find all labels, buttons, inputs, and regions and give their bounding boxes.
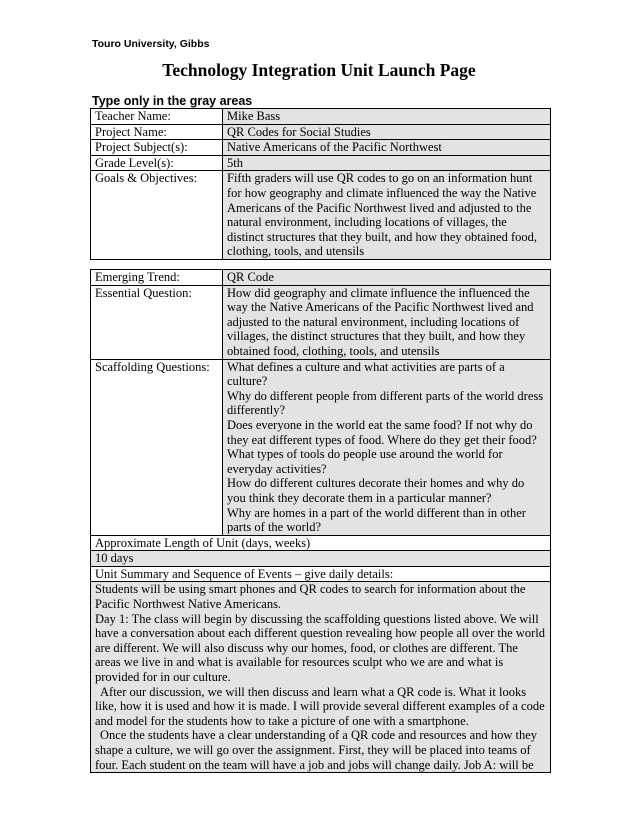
project-subject-label: Project Subject(s): <box>91 140 223 156</box>
scaffolding-question: Why are homes in a part of the world different than in other parts of the world? <box>227 505 526 535</box>
grade-level-label: Grade Level(s): <box>91 155 223 171</box>
emerging-trend-label: Emerging Trend: <box>91 270 223 286</box>
table-row <box>91 566 551 582</box>
unit-summary-field[interactable] <box>91 582 551 773</box>
scaffolding-question: What types of tools do people use around the world for everyday activities? <box>227 447 503 476</box>
summary-paragraph: After our discussion, we will then discuss and learn what a QR code is. What it looks like, how it is used and how it is made. I will provide several different examples of a code and model for the students how to take a picture of one with a smartphone. <box>95 684 545 728</box>
goals-objectives-label: Goals & Objectives: <box>91 171 223 260</box>
essential-question-field[interactable]: How did geography and climate influence the influenced the way the Native Americans of the Pacific Northwest lived and adjusted to the natural environment, including locations of villages, the distinct structures that they built, and how they obtained food, clothing, tools, and utensils <box>223 285 551 359</box>
institution-header: Touro University, Gibbs <box>92 38 210 50</box>
instruction-text: Type only in the gray areas <box>92 94 253 108</box>
teacher-name-field[interactable]: Mike Bass <box>223 109 551 125</box>
page-title: Technology Integration Unit Launch Page <box>162 60 476 80</box>
scaffolding-question: How do different cultures decorate their homes and why do you think they decorate them in a particular manner? <box>227 476 525 505</box>
table-row <box>91 171 551 260</box>
teacher-name-label: Teacher Name: <box>91 109 223 125</box>
table-row <box>91 155 551 171</box>
scaffolding-question: Does everyone in the world eat the same food? If not why do they eat different types of food. Where do they get their food? <box>227 417 537 447</box>
table-row <box>91 109 551 125</box>
unit-summary-label: Unit Summary and Sequence of Events – give daily details: <box>91 566 551 582</box>
goals-objectives-field[interactable]: Fifth graders will use QR codes to go on an information hunt for how geography and climate influenced the way the Native Americans of the Pacific Northwest lived and adjusted to the natural environment, including locations of villages, the distinct structures that they built, and how they obtained food, clothing, tools, and utensils <box>223 171 551 260</box>
project-name-label: Project Name: <box>91 124 223 140</box>
table-row <box>91 140 551 156</box>
scaffolding-question: Why do different people from different parts of the world dress differently? <box>227 388 544 418</box>
scaffolding-questions-field[interactable] <box>223 359 551 535</box>
grade-level-field[interactable]: 5th <box>223 155 551 171</box>
unit-length-label: Approximate Length of Unit (days, weeks) <box>91 535 551 551</box>
summary-paragraph: Students will be using smart phones and QR codes to search for information about the Pacific Northwest Native Americans. <box>95 582 526 612</box>
summary-paragraph: Once the students have a clear understanding of a QR code and resources and how they shape a culture, we will go over the assignment. First, they will be placed into teams of four. Each student on the team will have a job and jobs will change daily. Job A: will be <box>95 728 537 772</box>
table-row <box>91 285 551 359</box>
summary-paragraph: Day 1: The class will begin by discussing the scaffolding questions listed above. We will have a conversation about each different question revealing how people all over the world are different. We will also discuss why our homes, food, or clothes are different. The areas we live in and what is available for resources sculpt who we are and what is provided for in our culture. <box>95 611 545 685</box>
table-row <box>91 535 551 551</box>
essential-question-label: Essential Question: <box>91 285 223 359</box>
project-subject-field[interactable]: Native Americans of the Pacific Northwest <box>223 140 551 156</box>
table-row <box>91 270 551 286</box>
project-name-field[interactable]: QR Codes for Social Studies <box>223 124 551 140</box>
table-row <box>91 551 551 567</box>
unit-details-table <box>90 269 551 773</box>
project-info-table <box>90 108 551 260</box>
unit-length-field[interactable]: 10 days <box>91 551 551 567</box>
table-row <box>91 582 551 773</box>
scaffolding-questions-label: Scaffolding Questions: <box>91 359 223 535</box>
table-row <box>91 359 551 535</box>
emerging-trend-field[interactable]: QR Code <box>223 270 551 286</box>
scaffolding-question: What defines a culture and what activities are parts of a culture? <box>227 359 505 389</box>
table-row <box>91 124 551 140</box>
